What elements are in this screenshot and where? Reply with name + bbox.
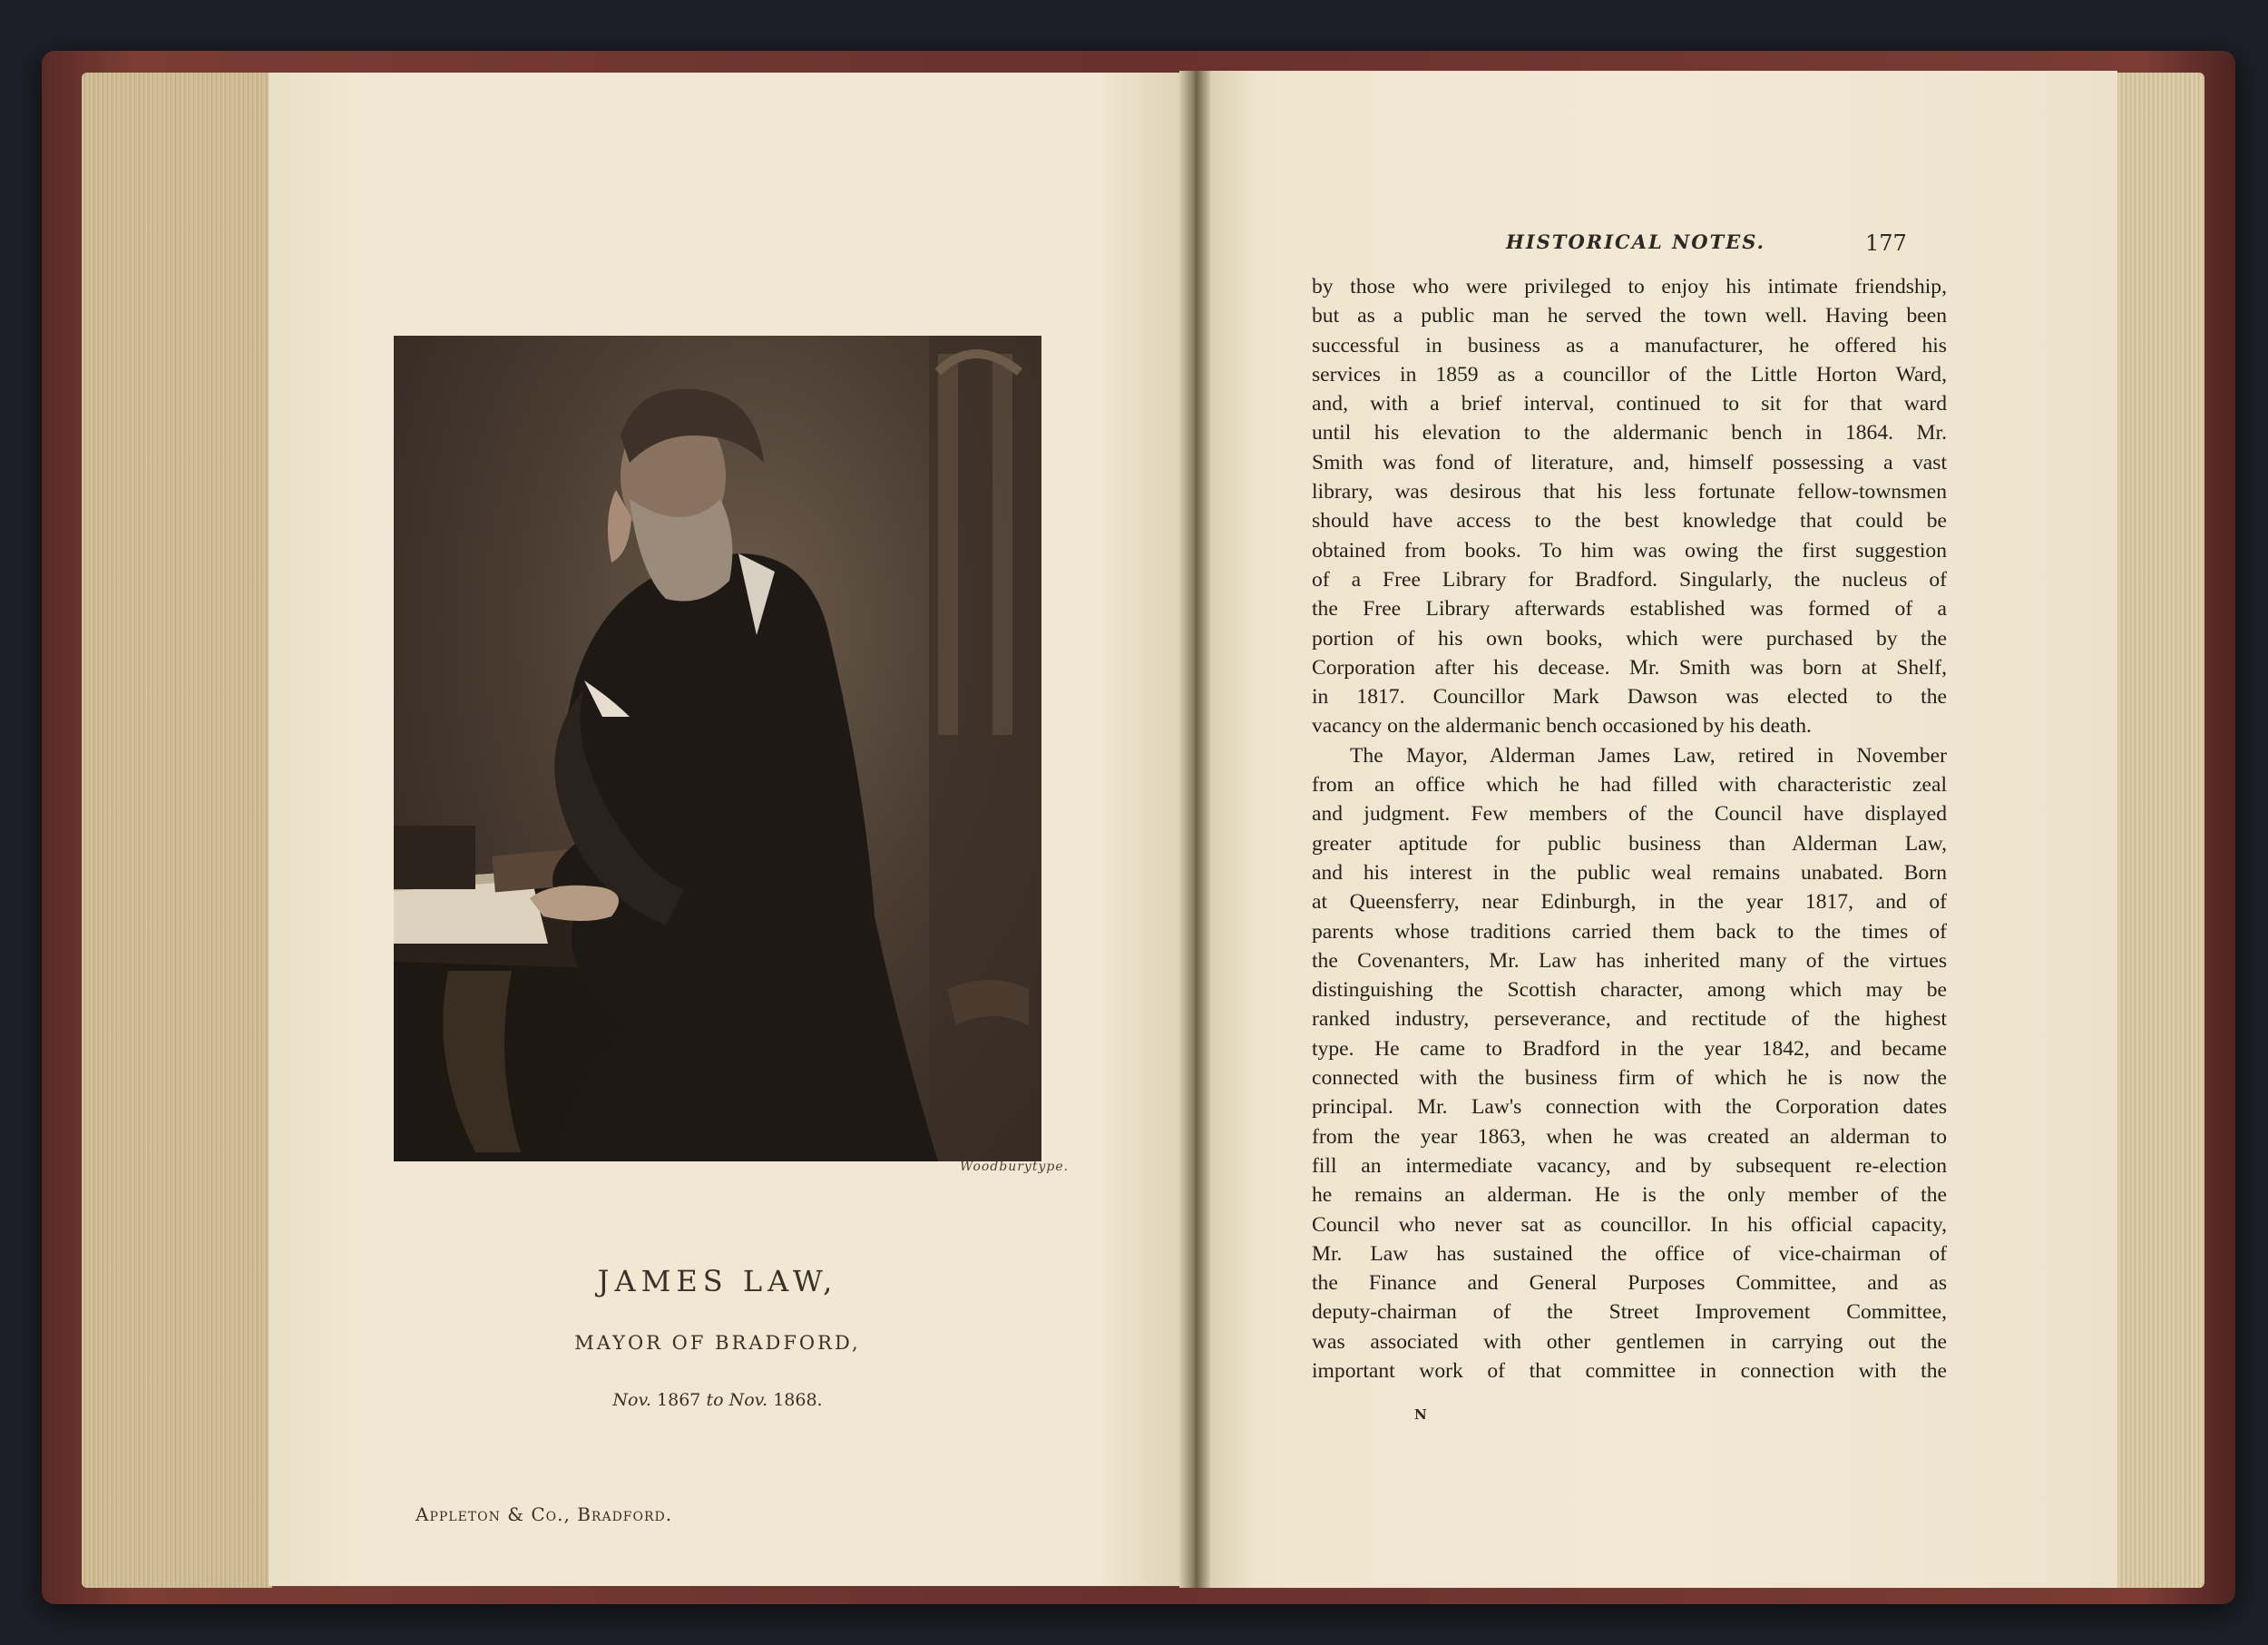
text-line: he remains an alderman. He is the only member of the (1312, 1183, 1947, 1208)
text-line: library, was desirous that his less fortunate fellow-townsmen (1312, 480, 1947, 504)
running-head: HISTORICAL NOTES. (1506, 230, 1765, 253)
portrait-photograph (394, 336, 1041, 1161)
text-line: the Finance and General Purposes Committee, and as (1312, 1271, 1947, 1296)
publisher-imprint: Appleton & Co., Bradford. (415, 1503, 673, 1525)
text-line: from the year 1863, when he was created an alderman to (1312, 1124, 1947, 1149)
dates-month-end: Nov. (728, 1390, 768, 1410)
text-line: the Free Library afterwards established was formed of a (1312, 597, 1947, 622)
text-line: connected with the business firm of which he is now the (1312, 1066, 1947, 1091)
dates-year-start: 1867 (657, 1390, 701, 1410)
body-text (1312, 272, 1947, 1386)
text-line: type. He came to Bradford in the year 1842, and became (1312, 1036, 1947, 1061)
text-line: Mr. Law has sustained the office of vice-chairman of (1312, 1241, 1947, 1266)
page-edges-right (2114, 73, 2204, 1588)
text-line: was associated with other gentlemen in carrying out the (1312, 1329, 1947, 1354)
text-line: but as a public man he served the town well. Having been (1312, 304, 1947, 328)
text-line: parents whose traditions carried them back to the times of (1312, 919, 1947, 944)
text-line: greater aptitude for public business than Alderman Law, (1312, 831, 1947, 856)
text-line: services in 1859 as a councillor of the Little Horton Ward, (1312, 362, 1947, 387)
text-line: important work of that committee in connection with the (1312, 1358, 1947, 1383)
text-line: fill an intermediate vacancy, and by subsequent re-election (1312, 1153, 1947, 1178)
page-number: 177 (1865, 230, 1907, 256)
text-line: Smith was fond of literature, and, himself possessing a vast (1312, 450, 1947, 475)
dates-to: to (706, 1390, 724, 1410)
text-line: vacancy on the aldermanic bench occasioned by his death. (1312, 714, 1812, 739)
photo-credit: Woodburytype. (960, 1160, 1070, 1174)
text-line: ranked industry, perseverance, and rectitude of the highest (1312, 1007, 1947, 1032)
text-line: should have access to the best knowledge that could be (1312, 509, 1947, 534)
text-line: The Mayor, Alderman James Law, retired in November (1350, 743, 1947, 768)
text-line: in 1817. Councillor Mark Dawson was elected to the (1312, 685, 1947, 710)
portrait-dates (394, 1390, 1041, 1410)
text-line: successful in business as a manufacturer, he offered his (1312, 333, 1947, 357)
text-line: until his elevation to the aldermanic bench in 1864. Mr. (1312, 421, 1947, 446)
text-line: distinguishing the Scottish character, among which may be (1312, 978, 1947, 1003)
text-line: principal. Mr. Law's connection with the Corporation dates (1312, 1095, 1947, 1120)
text-line: by those who were privileged to enjoy his intimate friendship, (1312, 275, 1947, 299)
text-line: Council who never sat as councillor. In his official capacity, (1312, 1212, 1947, 1237)
text-line: deputy-chairman of the Street Improvement Committee, (1312, 1300, 1947, 1325)
portrait-title: MAYOR OF BRADFORD, (574, 1332, 861, 1354)
text-line: portion of his own books, which were purchased by the (1312, 626, 1947, 651)
text-line: obtained from books. To him was owing the first suggestion (1312, 538, 1947, 563)
dates-month-start: Nov. (612, 1390, 651, 1410)
text-line: at Queensferry, near Edinburgh, in the year 1817, and of (1312, 890, 1947, 915)
book-gutter (1179, 71, 1210, 1588)
text-line: from an office which he had filled with characteristic zeal (1312, 773, 1947, 798)
portrait-name: JAMES LAW, (597, 1264, 838, 1298)
text-line: of a Free Library for Bradford. Singularly, the nucleus of (1312, 567, 1947, 592)
page-edges-left (82, 73, 272, 1588)
text-line: and judgment. Few members of the Council have displayed (1312, 802, 1947, 827)
signature-mark: N (1414, 1406, 1427, 1423)
text-line: the Covenanters, Mr. Law has inherited many of the virtues (1312, 948, 1947, 973)
text-line: Corporation after his decease. Mr. Smith was born at Shelf, (1312, 655, 1947, 680)
text-line: and, with a brief interval, continued to sit for that ward (1312, 392, 1947, 416)
text-line: and his interest in the public weal remains unabated. Born (1312, 860, 1947, 885)
dates-year-end: 1868. (773, 1390, 823, 1410)
